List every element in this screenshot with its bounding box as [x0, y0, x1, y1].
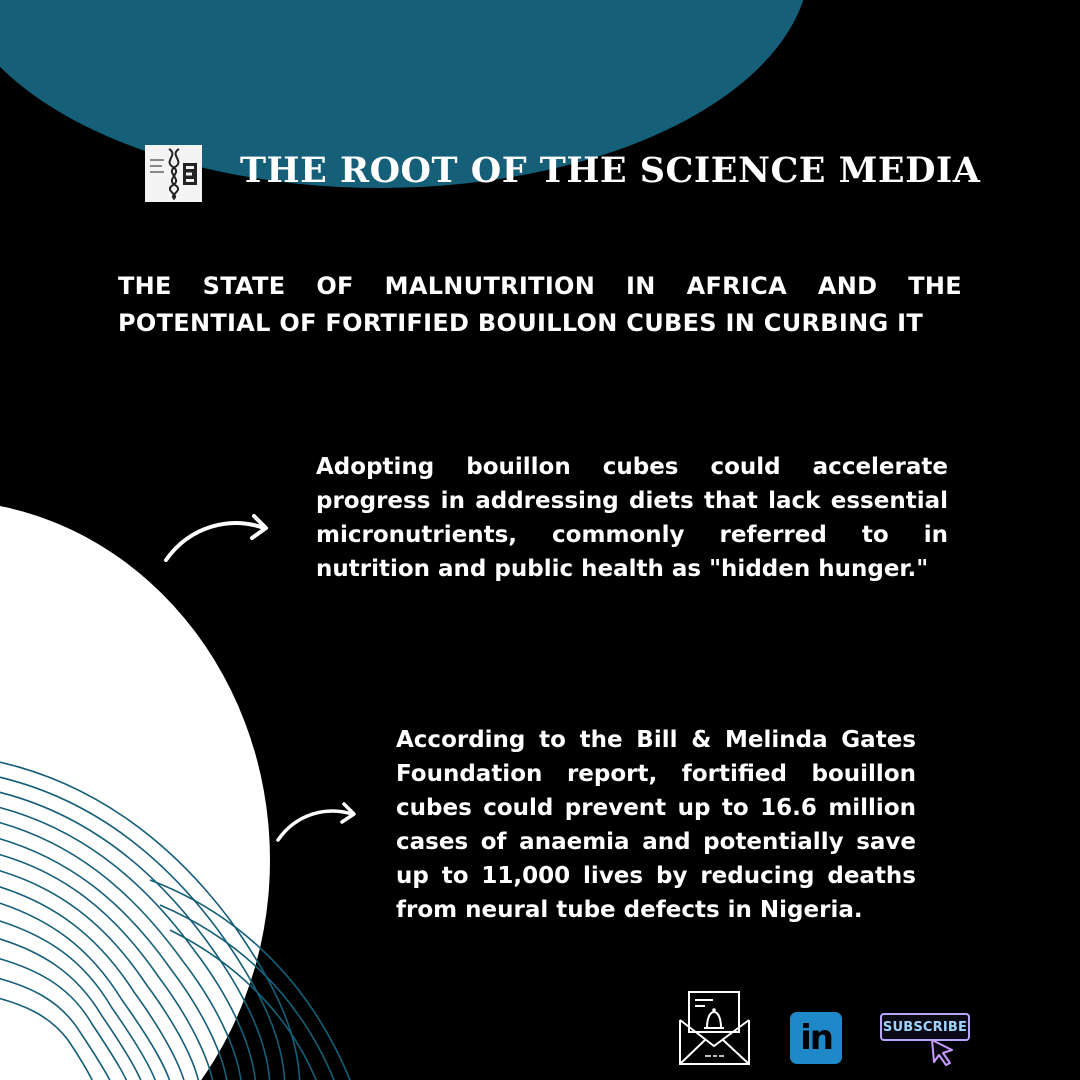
brand-logo-icon	[145, 145, 202, 202]
headline: THE STATE OF MALNUTRITION IN AFRICA AND THE POTENTIAL OF FORTIFIED BOUILLON CUBES IN CURBING IT	[118, 272, 962, 337]
point-text-2: According to the Bill & Melinda Gates Foundation report, fortified bouillon cubes could prevent up to 16.6 million cases of anaemia and potentially save up to 11,000 lives by reducing deaths from neural tube defects in Nigeria.	[396, 727, 916, 923]
subscribe-button[interactable]: SUBSCRIBE	[880, 1013, 970, 1041]
curved-arrow-icon	[160, 508, 275, 568]
brand-name: THE ROOT OF THE SCIENCE MEDIA	[240, 150, 981, 191]
pointer-cursor-icon	[928, 1036, 960, 1068]
linkedin-label[interactable]: in	[800, 1018, 832, 1058]
bell-envelope-icon[interactable]	[677, 990, 755, 1068]
point-text-1: Adopting bouillon cubes could accelerate progress in addressing diets that lack essential micronutrients, commonly referred to in nutrition and public health as "hidden hunger."	[316, 454, 948, 582]
curved-arrow-icon	[272, 798, 364, 846]
